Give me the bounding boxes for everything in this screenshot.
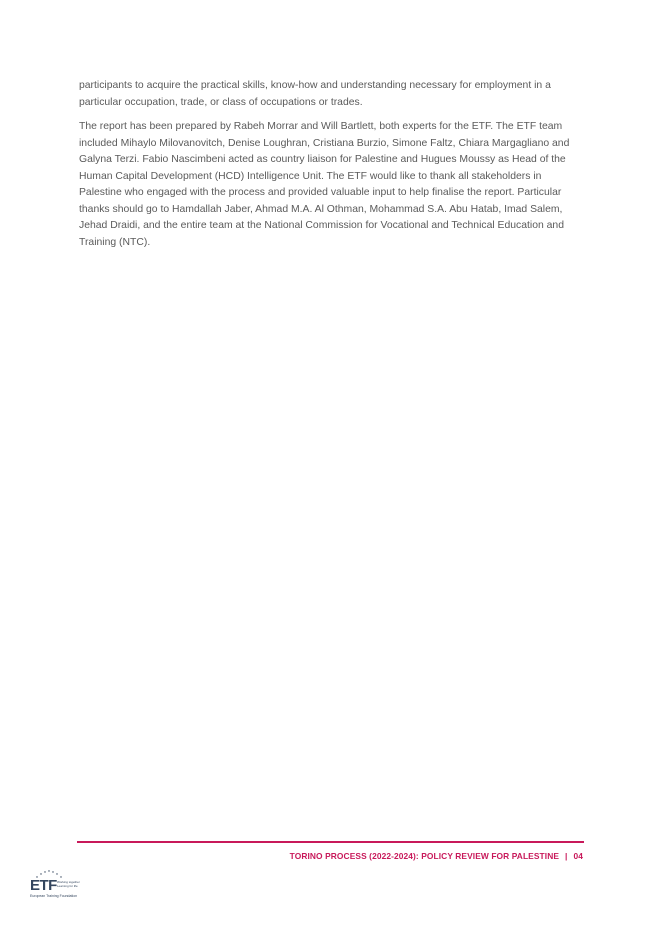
logo-tagline: Working together Learning for life xyxy=(57,880,80,888)
running-footer xyxy=(290,851,583,861)
logo-subtitle: European Training Foundation xyxy=(30,894,78,898)
body-paragraph: participants to acquire the practical skills, know-how and understanding necessary for employment in a particular occupation, trade, or class of occupations or trades. xyxy=(79,80,551,108)
logo-mark: ETF xyxy=(30,877,57,894)
page-number: 04 xyxy=(573,851,583,861)
etf-logo xyxy=(30,869,90,899)
body-paragraph: The report has been prepared by Rabeh Morrar and Will Bartlett, both experts for the ETF. The ETF team included Mihaylo Milovanovitch, Denise Loughran, Cristiana Burzio, Simone Faltz, Chiara Margagliano and Galyna Terzi. Fabio Nascimbeni acted as country liaison for Palestine and Hugues Moussy as Head of the Human Capital Development (HCD) Intelligence Unit. The ETF would like to thank all stakeholders in Palestine who engaged with the process and provided valuable input to help finalise the report. Particular thanks should go to Hamdallah Jaber, Ahmad M.A. Al Othman, Mohammad S.A. Abu Hatab, Imad Salem, Jehad Draidi, and the entire team at the National Commission for Vocational and Technical Education and Training (NTC). xyxy=(79,121,570,248)
footer-title: TORINO PROCESS (2022-2024): POLICY REVIEW FOR PALESTINE xyxy=(289,851,560,861)
page-body xyxy=(79,78,579,251)
footer-divider xyxy=(77,841,584,843)
footer-separator: | xyxy=(565,851,568,861)
